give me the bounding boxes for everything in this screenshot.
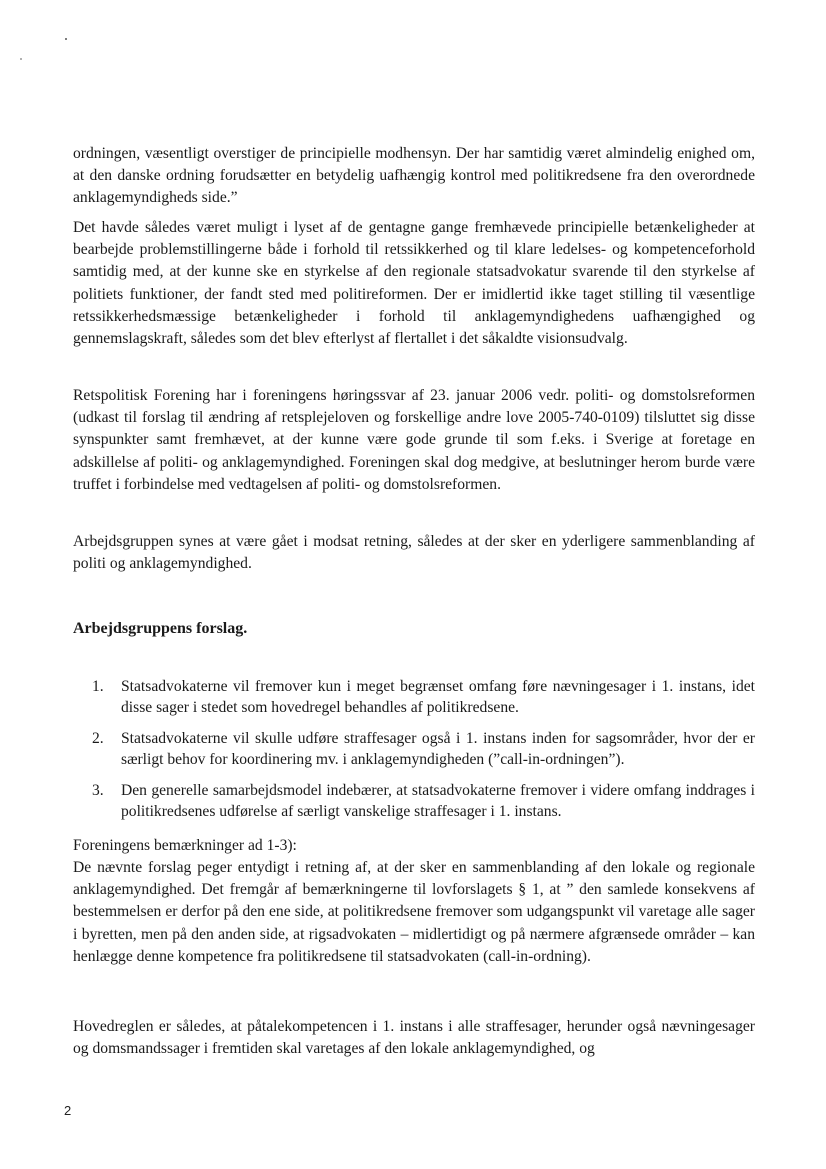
paragraph-retspolitisk-forening: Retspolitisk Forening har i foreningens høringssvar af 23. januar 2006 vedr. politi- og domstolsreformen (udkast til forslag til ændring af retsplejeloven og forskellige andre love 2005-740-0109) tilsluttet sig disse synspunkter samt fremhævet, at der kunne være gode grunde til som f.eks. i Sverige at foretage en adskillelse af politi- og anklagemyndighed. Foreningen skal dog medgive, at beslutninger herom burde være truffet i forbindelse med vedtagelsen af politi- og domstolsreformen.	[73, 387, 755, 493]
remarks-paragraph: De nævnte forslag peger entydigt i retning af, at der sker en sammenblanding af den lokale og regionale anklagemyndighed. Det fremgår af bemærkningerne til lovforslagets § 1, at ” den samlede konsekvens af bestemmelsen er derfor på den ene side, at politikredsene fremover som udgangspunkt vil varetage alle sager i byretten, men på den anden side, at rigsadvokaten – midlertidigt og på nærmere afgrænsede områder – kan henlægge denne kompetence fra politikredsene til statsadvokaten (call-in-ordning).	[73, 859, 755, 965]
list-item	[92, 728, 755, 770]
list-item	[92, 676, 755, 718]
list-text: Statsadvokaterne vil fremover kun i meget begrænset omfang føre nævningesager i 1. instans, idet disse sager i stedet som hovedregel behandles af politikredsene.	[121, 678, 755, 716]
list-text: Den generelle samarbejdsmodel indebærer, at statsadvokaterne fremover i videre omfang inddrages i politikredsenes udførelse af særligt vanskelige straffesager i 1. instans.	[121, 782, 755, 820]
list-number: 3.	[92, 782, 104, 799]
list-text: Statsadvokaterne vil skulle udføre straffesager også i 1. instans inden for sagsområder, hvor der er særligt behov for koordinering mv. i anklagemyndigheden (”call-in-ordningen”).	[121, 730, 755, 768]
section-heading: Arbejdsgruppens forslag.	[73, 620, 248, 637]
proposal-list	[92, 676, 755, 832]
paragraph-arbejdsgruppen: Arbejdsgruppen synes at være gået i modsat retning, således at der sker en yderligere sammenblanding af politi og anklagemyndighed.	[73, 533, 755, 573]
paragraph-quote-end: ordningen, væsentligt overstiger de principielle modhensyn. Der har samtidig været almindelig enighed om, at den danske ordning forudsætter en betydelig uafhængig kontrol med politikredsene fra den overordnede anklagemyndigheds side.”	[73, 145, 755, 207]
page-number: 2	[64, 1103, 72, 1118]
scan-speck	[20, 58, 22, 60]
scan-speck	[65, 38, 67, 40]
list-number: 2.	[92, 730, 104, 747]
paragraph-hovedreglen: Hovedreglen er således, at påtalekompetencen i 1. instans i alle straffesager, herunder også nævningesager og domsmandssager i fremtiden skal varetages af den lokale anklagemyndighed, og	[73, 1018, 755, 1058]
list-number: 1.	[92, 678, 104, 695]
list-item	[92, 780, 755, 822]
remarks-title: Foreningens bemærkninger ad 1-3):	[73, 837, 297, 854]
paragraph-possibility: Det havde således været muligt i lyset af de gentagne gange fremhævede principielle betænkeligheder at bearbejde problemstillingerne både i forhold til retssikkerhed og til klare ledelses- og kompetenceforhold samtidig med, at der kunne ske en styrkelse af den regionale statsadvokatur svarende til den styrkelse af politiets funktioner, der fandt sted med politireformen. Der er imidlertid ikke taget stilling til væsentlige retssikkerhedsmæssige betænkeligheder i forhold til anklagemyndighedens uafhængighed og gennemslagskraft, således som det blev efterlyst af flertallet i det såkaldte visionsudvalg.	[73, 219, 755, 348]
